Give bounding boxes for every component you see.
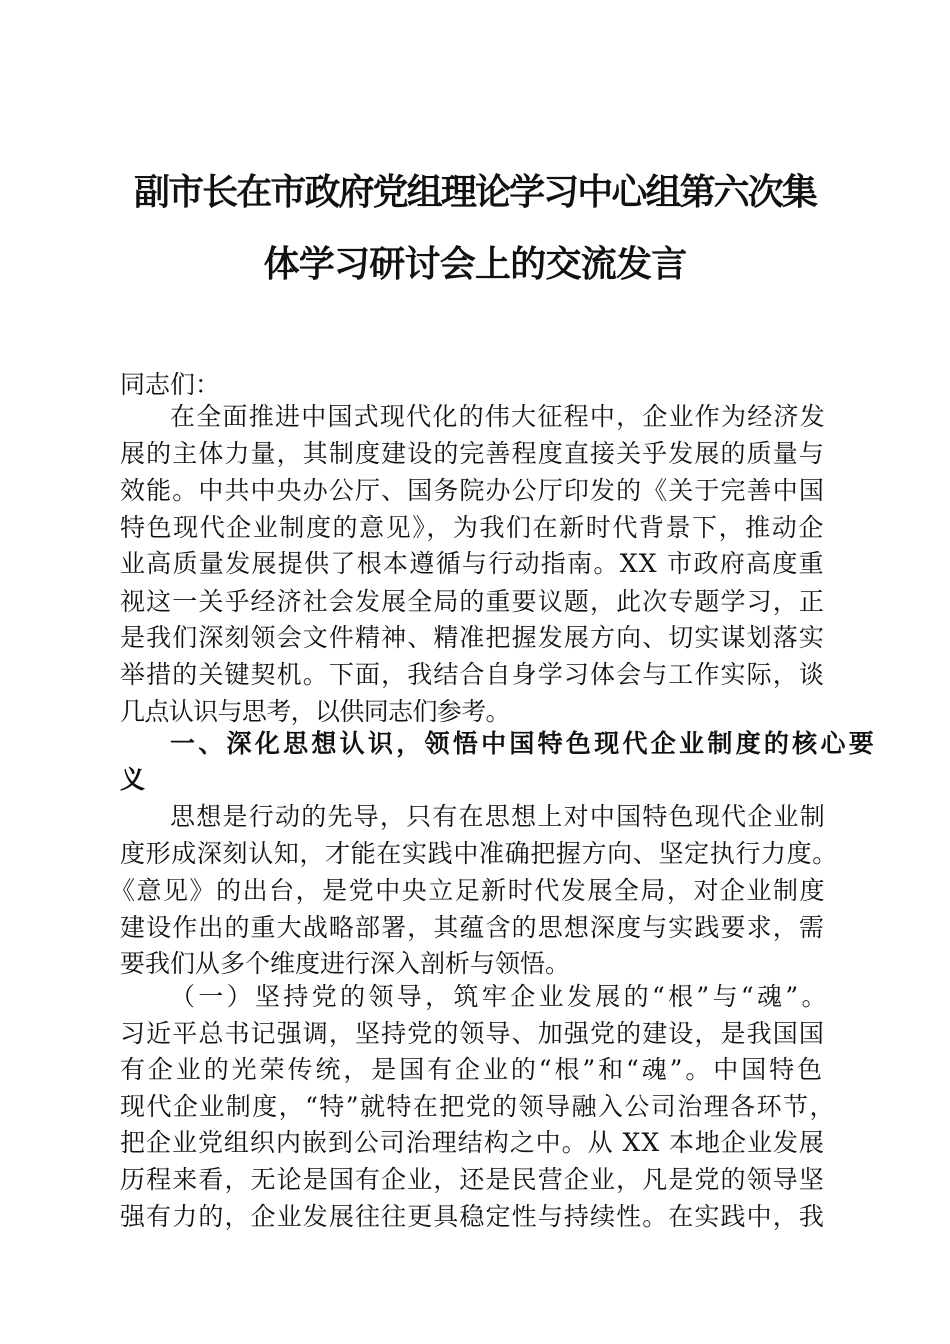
paragraph-line: 有企业的光荣传统，是国有企业的“根”和“魂”。中国特色 [120,1055,825,1084]
paragraph-line: 现代企业制度，“特”就特在把党的领导融入公司治理各环节， [120,1092,836,1121]
paragraph-line: 特色现代企业制度的意见》，为我们在新时代背景下，推动企 [120,513,825,542]
paragraph-line: 把企业党组织内嵌到公司治理结构之中。从 XX 本地企业发展 [120,1128,825,1157]
paragraph-line: 是我们深刻领会文件精神、精准把握发展方向、切实谋划落实 [120,623,825,652]
paragraph-line: 要我们从多个维度进行深入剖析与领悟。 [120,949,571,978]
paragraph-line: 举措的关键契机。下面，我结合自身学习体会与工作实际，谈 [120,660,825,689]
document-title-line-2 [0,240,950,288]
paragraph-line: 在全面推进中国式现代化的伟大征程中，企业作为经济发 [170,402,827,431]
section-heading-line: 义 [120,765,146,794]
paragraph-line: 展的主体力量，其制度建设的完善程度直接关乎发展的质量与 [120,439,825,468]
title-text: 体学习研讨会上的交流发言 [263,243,687,285]
title-text: 副市长在市政府党组理论学习中心组第六次集 [133,171,816,213]
paragraph-line: 效能。中共中央办公厅、国务院办公厅印发的《关于完善中国 [120,476,825,505]
paragraph-line: 思想是行动的先导，只有在思想上对中国特色现代企业制 [170,802,827,831]
section-heading-line: 一、深化思想认识，领悟中国特色现代企业制度的核心要 [170,729,878,758]
paragraph-line: 度形成深刻认知，才能在实践中准确把握方向、坚定执行力度。 [120,839,838,868]
paragraph-line: 业高质量发展提供了根本遵循与行动指南。XX 市政府高度重 [120,549,825,578]
paragraph-line: 几点认识与思考，以供同志们参考。 [120,697,510,726]
paragraph-line: 强有力的，企业发展往往更具稳定性与持续性。在实践中，我 [120,1202,825,1231]
paragraph-line: 历程来看，无论是国有企业，还是民营企业，凡是党的领导坚 [120,1165,825,1194]
paragraph-line: （一）坚持党的领导，筑牢企业发展的“根”与“魂”。 [170,982,830,1011]
paragraph-line: 同志们： [120,370,221,399]
paragraph-line: 建设作出的重大战略部署，其蕴含的思想深度与实践要求，需 [120,913,825,942]
paragraph-line: 习近平总书记强调，坚持党的领导、加强党的建设，是我国国 [120,1019,825,1048]
paragraph-line: 《意见》的出台，是党中央立足新时代发展全局，对企业制度 [110,876,827,905]
paragraph-line: 视这一关乎经济社会发展全局的重要议题，此次专题学习，正 [120,587,825,616]
document-title-line-1 [0,168,950,216]
